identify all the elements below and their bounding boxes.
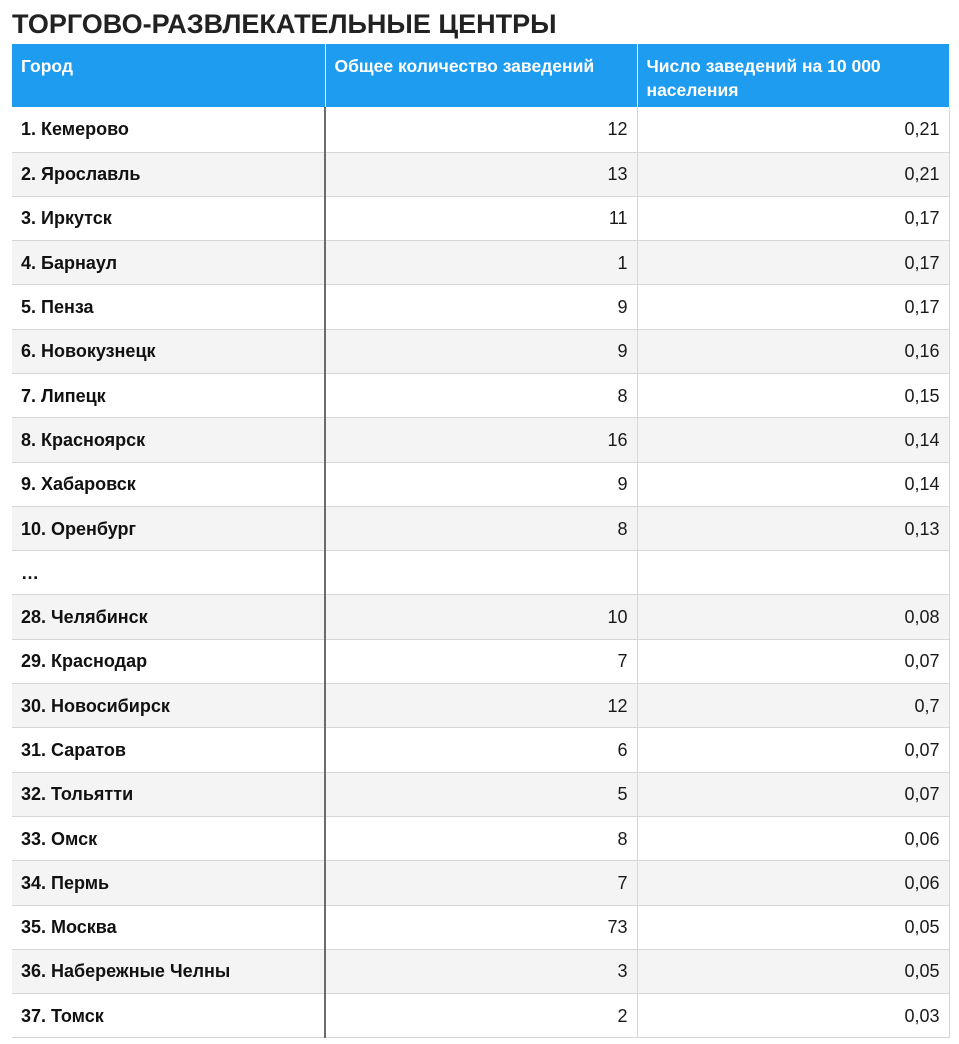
total-cell: 5 [325, 772, 637, 816]
city-cell: 10. Оренбург [12, 506, 325, 550]
total-cell: 16 [325, 418, 637, 462]
total-cell: 7 [325, 639, 637, 683]
city-cell: 5. Пенза [12, 285, 325, 329]
total-cell: 13 [325, 152, 637, 196]
per-10k-cell: 0,05 [637, 905, 949, 949]
page-title: ТОРГОВО-РАЗВЛЕКАТЕЛЬНЫЕ ЦЕНТРЫ [12, 9, 557, 39]
table-row [12, 462, 949, 506]
total-cell: 9 [325, 462, 637, 506]
table-row [12, 861, 949, 905]
data-table [12, 44, 950, 1038]
table-row [12, 506, 949, 550]
total-cell: 12 [325, 107, 637, 152]
per-10k-cell: 0,07 [637, 772, 949, 816]
per-10k-cell: 0,17 [637, 285, 949, 329]
city-cell: 7. Липецк [12, 373, 325, 417]
per-10k-cell: 0,17 [637, 241, 949, 285]
table-row [12, 728, 949, 772]
per-10k-cell: 0,08 [637, 595, 949, 639]
table-row-ellipsis [12, 551, 949, 595]
city-cell: 4. Барнаул [12, 241, 325, 285]
city-cell: 30. Новосибирск [12, 684, 325, 728]
total-cell: 73 [325, 905, 637, 949]
table-row [12, 595, 949, 639]
column-header-city: Город [12, 44, 325, 107]
city-cell: 9. Хабаровск [12, 462, 325, 506]
table-body [12, 107, 949, 1038]
table-row [12, 241, 949, 285]
total-cell [325, 551, 637, 595]
city-cell: 8. Красноярск [12, 418, 325, 462]
table-row [12, 905, 949, 949]
total-cell: 8 [325, 506, 637, 550]
total-cell: 2 [325, 994, 637, 1038]
per-10k-cell: 0,17 [637, 196, 949, 240]
city-cell: 36. Набережные Челны [12, 949, 325, 993]
total-cell: 12 [325, 684, 637, 728]
total-cell: 10 [325, 595, 637, 639]
city-cell: 33. Омск [12, 816, 325, 860]
per-10k-cell: 0,06 [637, 816, 949, 860]
total-cell: 1 [325, 241, 637, 285]
table-row [12, 639, 949, 683]
city-cell: 32. Тольятти [12, 772, 325, 816]
per-10k-cell: 0,16 [637, 329, 949, 373]
table-row [12, 107, 949, 152]
city-cell: 29. Краснодар [12, 639, 325, 683]
total-cell: 8 [325, 373, 637, 417]
total-cell: 7 [325, 861, 637, 905]
city-cell: 34. Пермь [12, 861, 325, 905]
column-header-total: Общее количество заведений [325, 44, 637, 107]
total-cell: 3 [325, 949, 637, 993]
table-row [12, 373, 949, 417]
per-10k-cell: 0,21 [637, 152, 949, 196]
column-header-per-10k: Число заведений на 10 000 населения [637, 44, 949, 107]
table-row [12, 152, 949, 196]
per-10k-cell: 0,06 [637, 861, 949, 905]
per-10k-cell: 0,7 [637, 684, 949, 728]
per-10k-cell: 0,07 [637, 639, 949, 683]
total-cell: 6 [325, 728, 637, 772]
table-row [12, 684, 949, 728]
table-header-row [12, 44, 949, 107]
table-row [12, 329, 949, 373]
per-10k-cell: 0,05 [637, 949, 949, 993]
city-cell: 3. Иркутск [12, 196, 325, 240]
table-row [12, 994, 949, 1038]
city-cell: 31. Саратов [12, 728, 325, 772]
per-10k-cell: 0,03 [637, 994, 949, 1038]
table-row [12, 196, 949, 240]
city-cell: 2. Ярославль [12, 152, 325, 196]
city-cell: 6. Новокузнецк [12, 329, 325, 373]
per-10k-cell: 0,14 [637, 462, 949, 506]
per-10k-cell: 0,13 [637, 506, 949, 550]
city-cell: 28. Челябинск [12, 595, 325, 639]
table-row [12, 816, 949, 860]
city-cell: … [12, 551, 325, 595]
city-cell: 1. Кемерово [12, 107, 325, 152]
per-10k-cell: 0,07 [637, 728, 949, 772]
city-cell: 37. Томск [12, 994, 325, 1038]
total-cell: 8 [325, 816, 637, 860]
total-cell: 9 [325, 285, 637, 329]
per-10k-cell: 0,21 [637, 107, 949, 152]
city-cell: 35. Москва [12, 905, 325, 949]
total-cell: 9 [325, 329, 637, 373]
per-10k-cell [637, 551, 949, 595]
table-row [12, 772, 949, 816]
total-cell: 11 [325, 196, 637, 240]
per-10k-cell: 0,15 [637, 373, 949, 417]
table-row [12, 418, 949, 462]
table-row [12, 285, 949, 329]
table-row [12, 949, 949, 993]
per-10k-cell: 0,14 [637, 418, 949, 462]
